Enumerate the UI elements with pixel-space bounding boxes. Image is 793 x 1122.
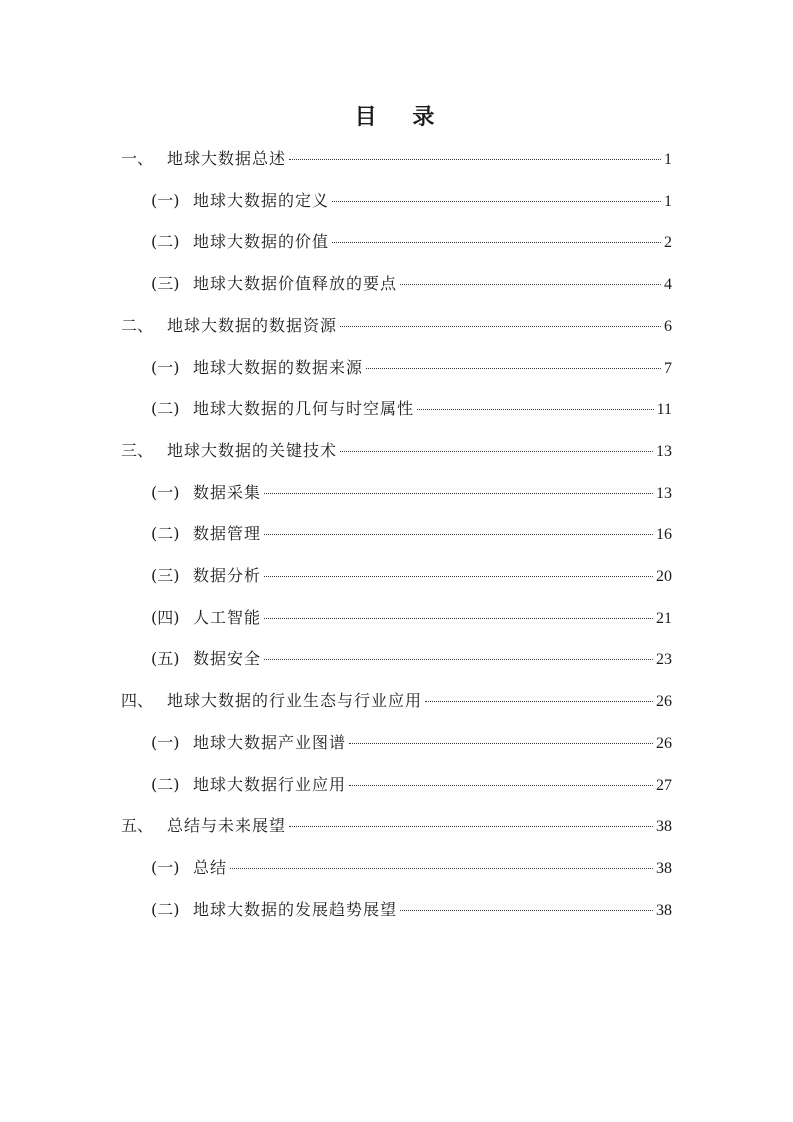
toc-entry-label: 总结与未来展望 [167,816,287,835]
toc-entry[interactable] [151,273,672,295]
dot-leader [230,868,653,869]
toc-entry[interactable] [151,482,672,504]
toc-entry[interactable] [121,815,672,837]
dot-leader [264,659,653,660]
toc-entry-page-number: 1 [664,151,672,168]
toc-entry-label: 地球大数据的数据来源 [193,358,364,377]
toc-entry-label: 地球大数据的发展趋势展望 [193,900,398,919]
toc-title: 目 录 [354,105,449,130]
toc-entry-label: 数据安全 [193,649,262,668]
toc-entry-label: 数据管理 [193,524,262,543]
toc-entry-label: 数据分析 [193,566,262,585]
toc-entry[interactable] [151,231,672,253]
toc-entry-label: 总结 [193,858,228,877]
dot-leader [332,242,661,243]
toc-entry-label: 地球大数据的价值 [193,232,330,251]
toc-entry-number: 一、 [121,149,154,168]
toc-entry-page-number: 16 [656,526,672,543]
toc-entry-page-number: 38 [656,818,672,835]
dot-leader [400,910,653,911]
toc-entry-page-number: 27 [656,777,672,794]
toc-entry-label: 地球大数据价值释放的要点 [193,274,398,293]
toc-entry[interactable] [151,357,672,379]
toc-entry[interactable] [151,190,672,212]
dot-leader [417,409,654,410]
toc-entry-number: (二) [151,524,180,543]
toc-entry-number: (二) [151,399,180,418]
toc-entry-number: 五、 [121,816,154,835]
toc-entry-page-number: 38 [656,860,672,877]
toc-entry[interactable] [121,440,672,462]
toc-entry-label: 地球大数据的定义 [193,191,330,210]
toc-entry-label: 数据采集 [193,483,262,502]
toc-entry-page-number: 4 [664,276,672,293]
toc-entry-number: (二) [151,775,180,794]
toc-entry-page-number: 26 [656,693,672,710]
toc-entry-label: 地球大数据的数据资源 [167,316,338,335]
toc-entry[interactable] [151,565,672,587]
toc-entry[interactable] [151,398,672,420]
dot-leader [264,618,653,619]
dot-leader [340,326,661,327]
toc-entry-number: (四) [151,608,180,627]
toc-entry-label: 地球大数据的关键技术 [167,441,338,460]
toc-entry-page-number: 23 [656,651,672,668]
toc-entry-label: 地球大数据产业图谱 [193,733,347,752]
toc-entry-page-number: 21 [656,610,672,627]
dot-leader [332,201,661,202]
toc-entry-number: (二) [151,900,180,919]
toc-entry[interactable] [121,315,672,337]
dot-leader [264,534,653,535]
dot-leader [264,576,653,577]
toc-entry-number: 三、 [121,441,154,460]
toc-entry-page-number: 13 [656,443,672,460]
toc-entry-page-number: 1 [664,193,672,210]
dot-leader [366,368,661,369]
toc-entry-number: (一) [151,858,180,877]
toc-entry-page-number: 38 [656,902,672,919]
toc-entry-label: 地球大数据总述 [167,149,287,168]
dot-leader [349,743,653,744]
toc-entry[interactable] [151,607,672,629]
toc-entry[interactable] [151,648,672,670]
dot-leader [289,159,661,160]
toc-entry[interactable] [151,857,672,879]
toc-entry-number: (三) [151,274,180,293]
toc-entry-number: (一) [151,733,180,752]
dot-leader [340,451,653,452]
toc-entry[interactable] [121,148,672,170]
toc-entry-label: 地球大数据行业应用 [193,775,347,794]
dot-leader [425,701,653,702]
toc-entry-page-number: 20 [656,568,672,585]
toc-entry[interactable] [151,899,672,921]
toc-entry-number: (一) [151,358,180,377]
toc-entry[interactable] [151,732,672,754]
toc-entry-page-number: 6 [664,318,672,335]
toc-entry-label: 人工智能 [193,608,262,627]
toc-entry-page-number: 11 [656,401,672,418]
dot-leader [289,826,653,827]
toc-entry-label: 地球大数据的行业生态与行业应用 [167,691,423,710]
toc-entry-number: (三) [151,566,180,585]
dot-leader [400,284,661,285]
toc-entry[interactable] [121,690,672,712]
toc-entry-page-number: 7 [664,360,672,377]
toc-entry[interactable] [151,774,672,796]
toc-entry-number: (一) [151,191,180,210]
dot-leader [264,493,653,494]
toc-entry-number: (一) [151,483,180,502]
toc-entry[interactable] [151,523,672,545]
toc-entry-page-number: 2 [664,234,672,251]
toc-entry-page-number: 26 [656,735,672,752]
dot-leader [349,785,653,786]
toc-entry-label: 地球大数据的几何与时空属性 [193,399,415,418]
toc-entry-number: (二) [151,232,180,251]
toc-entry-number: 二、 [121,316,154,335]
toc-entry-number: (五) [151,649,180,668]
toc-entry-number: 四、 [121,691,154,710]
toc-entry-page-number: 13 [656,485,672,502]
